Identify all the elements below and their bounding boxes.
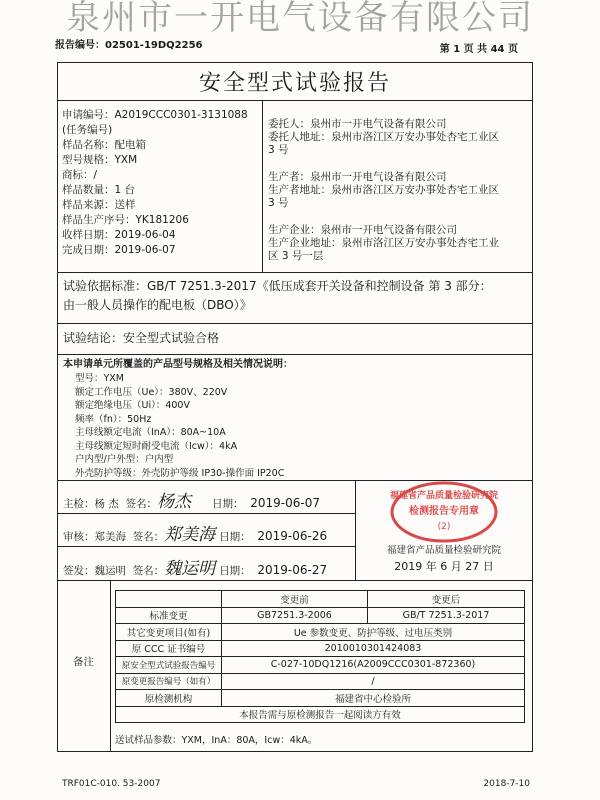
- divider: [57, 546, 355, 547]
- cell: GB7251.3-2006: [222, 607, 368, 624]
- trademark: 商标：/: [62, 169, 98, 181]
- header-cell: [116, 591, 222, 608]
- cell: C-027-10DQ1216(A2009CCC0301-872360): [222, 657, 525, 674]
- divider: [57, 100, 533, 101]
- handwritten-signature: 魏运明: [164, 559, 216, 579]
- role: 主检：杨 杰: [63, 498, 119, 510]
- divider: [57, 354, 533, 355]
- standard-line-1: 试验依据标准：GB/T 7251.3-2017《低压成套开关设备和控制设备 第 3 部分：: [63, 279, 492, 293]
- cell: 2010010301424083: [222, 640, 525, 657]
- factory-address: 生产企业地址：泉州市洛江区万安办事处杏宅工业: [268, 237, 499, 249]
- page-title: 安全型式试验报告: [198, 71, 391, 96]
- factory: 生产企业：泉州市一开电气设备有限公司: [268, 224, 457, 236]
- row-label: 原检测机构: [116, 690, 222, 707]
- signature-row-reviewer: [63, 520, 327, 545]
- signature-row-inspector: [63, 487, 320, 512]
- sample-qty: 样品数量：1 台: [62, 184, 136, 196]
- row-label: 原安全型式试验报告编号: [116, 657, 222, 674]
- cell: Ue 参数变更、防护等级、过电压类别: [222, 624, 525, 641]
- rated-current: 主母线额定电流（InA）：80A~10A: [75, 427, 226, 438]
- row-label: 原 CCC 证书编号: [116, 640, 222, 657]
- producer: 生产者：泉州市一开电气设备有限公司: [268, 171, 447, 183]
- date-label: 日期：: [219, 531, 251, 543]
- header-before: 变更前: [222, 591, 368, 608]
- sign-date: 2019-06-27: [257, 563, 328, 577]
- row-label: 标准变更: [116, 607, 222, 624]
- date-label: 日期：: [212, 498, 244, 510]
- sample-params: 送试样品参数：YXM，InA：80A，Icw：4kA。: [115, 735, 318, 746]
- products-heading: 本申请单元所覆盖的产品型号规格及相关情况说明：: [63, 359, 293, 370]
- date-label: 日期：: [219, 565, 251, 577]
- sample-serial: 样品生产序号：YK181206: [62, 214, 189, 226]
- frequency: 频率（fn）：50Hz: [75, 413, 152, 425]
- divider: [57, 580, 533, 581]
- sign-label: 签名：: [125, 498, 158, 510]
- divider: [57, 513, 355, 514]
- report-number: 报告编号：02501-19DQ2256: [55, 40, 203, 51]
- client-address-2: 3 号: [268, 144, 289, 156]
- remarks-label: 备注: [73, 656, 94, 668]
- cell: 福建省中心检验所: [222, 690, 525, 707]
- task-no-label: (任务编号): [62, 124, 113, 136]
- complete-date: 完成日期：2019-06-07: [62, 244, 176, 256]
- table-row: [116, 690, 525, 707]
- sign-date: 2019-06-07: [250, 496, 320, 510]
- cell: GB/T 7251.3-2017: [368, 607, 525, 624]
- sign-label: 签名：: [132, 565, 165, 577]
- official-seal: [384, 481, 504, 543]
- seal-ring-text: 福建省产品质量检验研究院: [389, 491, 499, 501]
- divider: [57, 272, 533, 273]
- handwritten-signature: 郑美海: [164, 525, 216, 545]
- party-info: [268, 118, 499, 263]
- divider: [110, 580, 111, 752]
- divider: [57, 323, 533, 324]
- row-label: 其它变更项目(如有): [116, 624, 222, 641]
- sample-info: [62, 108, 248, 258]
- signature-row-issuer: [63, 554, 327, 579]
- producer-address-2: 3 号: [268, 197, 289, 209]
- table-row: [116, 706, 525, 723]
- standard-line-2: 由一般人员操作的配电板（DBO）》: [63, 298, 252, 312]
- sign-date: 2019-06-26: [257, 529, 328, 543]
- application-no: 申请编号：A2019CCC0301-3131088: [62, 109, 248, 121]
- role: 审核：郑美海: [63, 531, 126, 543]
- row-label: 原变更报告编号（如有）: [116, 673, 222, 690]
- receive-date: 收样日期：2019-06-04: [62, 229, 176, 241]
- issuing-org: 福建省产品质量检验研究院: [386, 545, 501, 556]
- table-header-row: [116, 591, 525, 608]
- validity-note: 本报告需与原检测报告一起阅读方有效: [116, 706, 525, 723]
- product-model: 型号：YXM: [75, 373, 125, 384]
- client: 委托人：泉州市一开电气设备有限公司: [268, 118, 447, 130]
- footer-form-no: TRF01C-010. 53-2007: [62, 779, 161, 789]
- change-table: [115, 590, 525, 723]
- seal-number: (2): [437, 522, 451, 532]
- factory-address-2: 区 3 号一层: [268, 250, 324, 262]
- sample-name: 样品名称：配电箱: [62, 139, 146, 151]
- test-conclusion: 试验结论：安全型式试验合格: [63, 331, 220, 345]
- table-row: [116, 657, 525, 674]
- sign-label: 签名：: [132, 531, 165, 543]
- producer-address: 生产者地址：泉州市洛江区万安办事处杏宅工业区: [268, 184, 499, 196]
- cell: /: [222, 673, 525, 690]
- table-row: [116, 673, 525, 690]
- insulation-voltage: 额定绝缘电压（Ui）：400V: [75, 400, 190, 411]
- table-row: [116, 640, 525, 657]
- ip-rating: 外壳防护等级：外壳防护等级 IP30-操作面 IP20C: [75, 467, 285, 479]
- indoor-outdoor: 户内型/户外型：户内型: [75, 454, 174, 465]
- client-address: 委托人地址：泉州市洛江区万安办事处杏宅工业区: [268, 131, 499, 143]
- rated-voltage: 额定工作电压（Ue）：380V、220V: [75, 386, 228, 398]
- table-row: [116, 624, 525, 641]
- handwritten-signature: 杨杰: [157, 492, 192, 512]
- test-standard: [63, 277, 492, 315]
- seal-center-text: 检测报告专用章: [409, 506, 479, 517]
- issue-date: 2019 年 6 月 27 日: [394, 560, 494, 573]
- footer-date: 2018-7-10: [483, 779, 530, 789]
- product-description: [63, 357, 293, 480]
- sample-source: 样品来源：送样: [62, 199, 136, 211]
- table-row: [116, 607, 525, 624]
- role: 签发：魏运明: [63, 565, 126, 577]
- page-number: 第 1 页 共 44 页: [439, 44, 518, 55]
- watermark: 泉州市一开电气设备有限公司: [66, 0, 534, 38]
- divider: [262, 100, 263, 272]
- short-time-current: 主母线额定短时耐受电流（Icw）：4kA: [75, 440, 238, 452]
- header-after: 变更后: [368, 591, 525, 608]
- model-spec: 型号规格：YXM: [62, 154, 138, 166]
